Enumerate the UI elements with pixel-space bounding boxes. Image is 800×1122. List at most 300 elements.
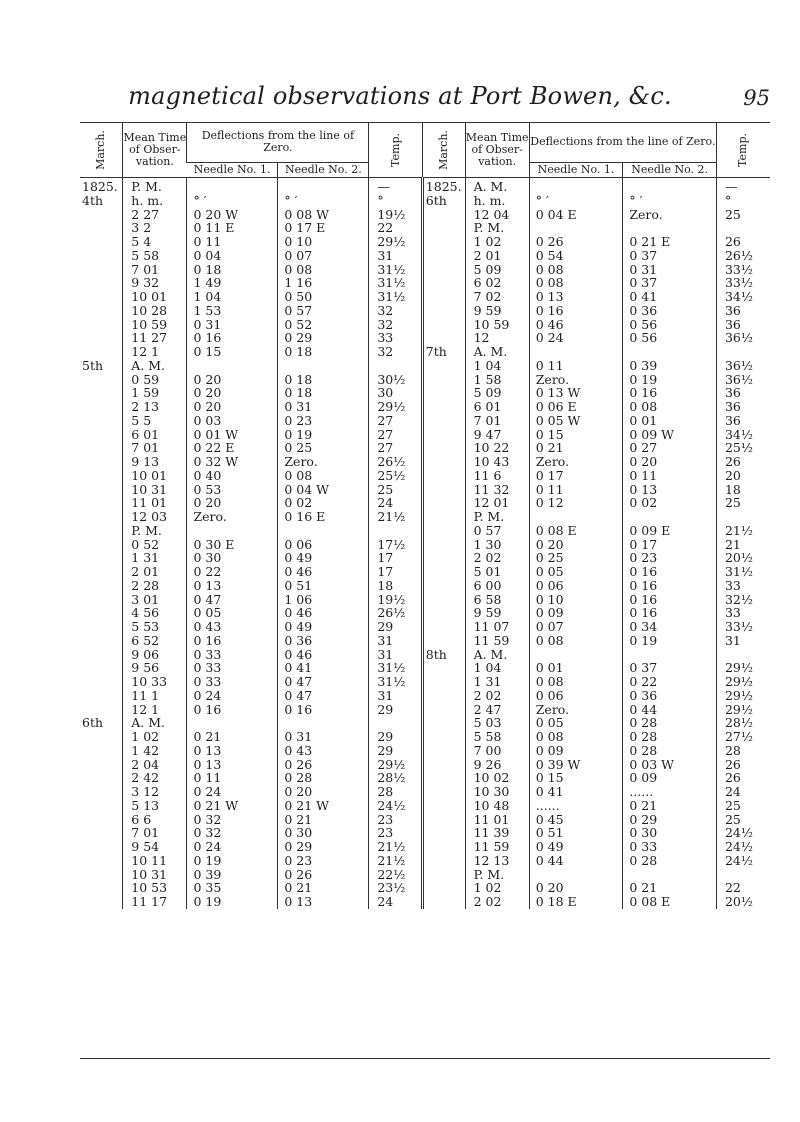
cell-needle1-right (529, 868, 623, 882)
cell-month-right: 1825. (422, 178, 465, 194)
cell-needle1-left: 1 49 (187, 276, 278, 290)
cell-time-right: 11 01 (465, 813, 529, 827)
cell-needle2-right: 0 16 (623, 579, 717, 593)
cell-temp-right: 33½ (716, 276, 770, 290)
cell-temp-left: 27 (369, 428, 422, 442)
cell-month-left (80, 620, 123, 634)
cell-needle2-right: 0 22 (623, 675, 717, 689)
cell-needle2-left: 1 16 (278, 276, 369, 290)
table-row (80, 455, 770, 469)
table-row (80, 881, 770, 895)
cell-needle1-right: 0 08 (529, 634, 623, 648)
cell-time-right: 2 02 (465, 689, 529, 703)
cell-month-right (422, 304, 465, 318)
cell-temp-left: 21½ (369, 510, 422, 524)
cell-month-right (422, 606, 465, 620)
cell-needle2-left: 0 31 (278, 730, 369, 744)
cell-temp-left: 17 (369, 565, 422, 579)
cell-temp-left: 29½ (369, 758, 422, 772)
cell-temp-right: 26 (716, 235, 770, 249)
cell-needle2-right: Zero. (623, 208, 717, 222)
cell-month-right (422, 221, 465, 235)
cell-month-right (422, 854, 465, 868)
cell-needle2-left: 0 13 (278, 895, 369, 909)
cell-month-right (422, 290, 465, 304)
cell-month-left (80, 235, 123, 249)
cell-month-left (80, 538, 123, 552)
cell-needle2-left: 0 17 E (278, 221, 369, 235)
cell-temp-left: 17 (369, 551, 422, 565)
cell-needle2-right: 0 28 (623, 854, 717, 868)
cell-needle2-right: 0 28 (623, 744, 717, 758)
cell-month-left (80, 661, 123, 675)
cell-needle1-right (529, 345, 623, 359)
cell-month-left (80, 771, 123, 785)
cell-temp-left: 25½ (369, 469, 422, 483)
cell-needle1-right: 0 13 W (529, 386, 623, 400)
cell-time-right: P. M. (465, 221, 529, 235)
table-bottom-rule (80, 1058, 770, 1059)
cell-time-left: 6 52 (123, 634, 187, 648)
cell-month-left (80, 606, 123, 620)
cell-needle2-right (623, 221, 717, 235)
cell-needle1-left: 0 32 (187, 813, 278, 827)
cell-temp-left: 17½ (369, 538, 422, 552)
table-row (80, 345, 770, 359)
month-header-left: March. (80, 122, 123, 178)
cell-temp-left: 18 (369, 579, 422, 593)
cell-needle1-right: 0 05 (529, 565, 623, 579)
cell-month-left (80, 428, 123, 442)
table-row (80, 178, 770, 194)
cell-temp-left: 19½ (369, 208, 422, 222)
cell-time-left: 10 33 (123, 675, 187, 689)
cell-needle2-right: 0 44 (623, 703, 717, 717)
cell-temp-left: — (369, 178, 422, 194)
cell-month-right (422, 744, 465, 758)
cell-time-left: 7 01 (123, 263, 187, 277)
cell-needle1-left: 0 32 (187, 826, 278, 840)
cell-time-left: 2 13 (123, 400, 187, 414)
cell-needle2-left: 0 18 (278, 373, 369, 387)
cell-time-right: 12 01 (465, 496, 529, 510)
cell-needle1-right: 0 39 W (529, 758, 623, 772)
cell-month-left (80, 565, 123, 579)
cell-temp-right: ° (716, 194, 770, 208)
cell-time-right: 10 48 (465, 799, 529, 813)
cell-needle2-right: 0 34 (623, 620, 717, 634)
cell-month-right (422, 730, 465, 744)
cell-time-left: 9 32 (123, 276, 187, 290)
cell-temp-right: 24½ (716, 840, 770, 854)
cell-needle2-right: 0 37 (623, 661, 717, 675)
table-row (80, 235, 770, 249)
cell-needle2-right: 0 36 (623, 304, 717, 318)
cell-temp-right: 26½ (716, 249, 770, 263)
table-row (80, 606, 770, 620)
cell-time-left: 7 01 (123, 826, 187, 840)
cell-temp-left: 31½ (369, 290, 422, 304)
cell-month-left (80, 840, 123, 854)
cell-temp-right (716, 648, 770, 662)
cell-temp-left: 29 (369, 744, 422, 758)
cell-needle1-left (187, 524, 278, 538)
cell-time-left: 10 31 (123, 868, 187, 882)
needle2-header-right: Needle No. 2. (623, 163, 717, 178)
cell-time-right: 2 47 (465, 703, 529, 717)
cell-needle1-left: 0 20 (187, 373, 278, 387)
cell-needle1-left: 0 20 W (187, 208, 278, 222)
cell-month-right (422, 235, 465, 249)
table-row (80, 290, 770, 304)
cell-time-right: 1 30 (465, 538, 529, 552)
cell-time-left: 3 12 (123, 785, 187, 799)
cell-needle1-left: Zero. (187, 510, 278, 524)
table-row (80, 428, 770, 442)
cell-temp-right: 25 (716, 208, 770, 222)
cell-temp-right: 36 (716, 304, 770, 318)
cell-temp-right: 25½ (716, 441, 770, 455)
cell-needle2-right (623, 345, 717, 359)
cell-needle2-right: 0 16 (623, 606, 717, 620)
cell-needle1-left: 0 24 (187, 840, 278, 854)
cell-temp-right: 28½ (716, 716, 770, 730)
cell-month-right (422, 689, 465, 703)
cell-needle2-right: ...... (623, 785, 717, 799)
cell-time-right: 2 02 (465, 895, 529, 909)
cell-needle1-left: 0 35 (187, 881, 278, 895)
cell-needle2-left: 0 07 (278, 249, 369, 263)
cell-needle2-left: 0 29 (278, 840, 369, 854)
cell-needle2-right: 0 01 (623, 414, 717, 428)
cell-time-left: 12 1 (123, 703, 187, 717)
cell-needle2-right: 0 19 (623, 634, 717, 648)
cell-time-left: 11 17 (123, 895, 187, 909)
table-row (80, 538, 770, 552)
cell-temp-right (716, 510, 770, 524)
cell-time-right: 5 58 (465, 730, 529, 744)
cell-needle2-left: 0 16 (278, 703, 369, 717)
table-row (80, 703, 770, 717)
needle1-header-right: Needle No. 1. (529, 163, 623, 178)
cell-needle2-right: 0 28 (623, 730, 717, 744)
cell-time-right: h. m. (465, 194, 529, 208)
cell-month-left (80, 730, 123, 744)
cell-time-right: 1 04 (465, 359, 529, 373)
cell-needle1-left: 0 11 (187, 771, 278, 785)
cell-needle1-left: 0 21 W (187, 799, 278, 813)
cell-month-right (422, 826, 465, 840)
cell-month-right (422, 538, 465, 552)
cell-temp-left: 26½ (369, 455, 422, 469)
cell-time-right: 1 58 (465, 373, 529, 387)
cell-month-right (422, 868, 465, 882)
cell-time-right: 9 47 (465, 428, 529, 442)
cell-time-left: 4 56 (123, 606, 187, 620)
cell-needle1-left: 0 22 E (187, 441, 278, 455)
cell-needle1-left: 0 03 (187, 414, 278, 428)
cell-needle2-right: 0 13 (623, 483, 717, 497)
cell-month-right (422, 895, 465, 909)
cell-month-right (422, 881, 465, 895)
cell-month-right (422, 813, 465, 827)
cell-needle1-right: 0 06 (529, 689, 623, 703)
cell-time-left: 0 59 (123, 373, 187, 387)
cell-temp-right: 24½ (716, 854, 770, 868)
cell-needle1-right: Zero. (529, 455, 623, 469)
cell-temp-right: 29½ (716, 689, 770, 703)
cell-needle2-right (623, 178, 717, 194)
cell-temp-right: 36½ (716, 359, 770, 373)
cell-month-right (422, 469, 465, 483)
cell-time-right: 10 02 (465, 771, 529, 785)
cell-month-right (422, 675, 465, 689)
cell-temp-left: 31½ (369, 263, 422, 277)
cell-month-left (80, 208, 123, 222)
cell-needle1-right: 0 20 (529, 881, 623, 895)
cell-month-left (80, 249, 123, 263)
cell-needle1-left: 0 33 (187, 661, 278, 675)
cell-needle2-right: 0 30 (623, 826, 717, 840)
cell-time-left: 10 01 (123, 469, 187, 483)
table-row (80, 826, 770, 840)
cell-needle2-right: 0 08 (623, 400, 717, 414)
cell-needle1-left: 0 20 (187, 496, 278, 510)
cell-time-left: 3 01 (123, 593, 187, 607)
cell-needle2-right: 0 56 (623, 331, 717, 345)
table-row (80, 730, 770, 744)
cell-temp-left (369, 716, 422, 730)
cell-needle1-left: 0 20 (187, 400, 278, 414)
cell-needle2-left: 0 26 (278, 758, 369, 772)
cell-time-left: 5 5 (123, 414, 187, 428)
cell-month-left (80, 496, 123, 510)
temp-header-right: Temp. (716, 122, 770, 178)
cell-temp-left: 27 (369, 414, 422, 428)
cell-time-right: 6 00 (465, 579, 529, 593)
table-row (80, 221, 770, 235)
cell-needle2-left (278, 716, 369, 730)
cell-time-right: 12 (465, 331, 529, 345)
cell-month-left (80, 895, 123, 909)
cell-time-right: 7 02 (465, 290, 529, 304)
cell-time-right: 7 00 (465, 744, 529, 758)
cell-month-left (80, 331, 123, 345)
cell-time-left: 6 01 (123, 428, 187, 442)
cell-needle2-left: 0 25 (278, 441, 369, 455)
cell-needle1-right: 0 54 (529, 249, 623, 263)
cell-temp-left: 27 (369, 441, 422, 455)
cell-month-right: 6th (422, 194, 465, 208)
cell-time-left: 10 53 (123, 881, 187, 895)
deflections-header-right: Deflections from the line of Zero. (529, 122, 716, 163)
cell-needle1-left: 1 53 (187, 304, 278, 318)
cell-needle2-right: 0 23 (623, 551, 717, 565)
cell-time-left: 5 13 (123, 799, 187, 813)
cell-needle2-right: 0 19 (623, 373, 717, 387)
cell-month-left (80, 524, 123, 538)
cell-needle2-left: 0 46 (278, 606, 369, 620)
cell-time-right: 9 59 (465, 304, 529, 318)
table-row (80, 785, 770, 799)
cell-temp-right: 36 (716, 386, 770, 400)
cell-needle2-left: 0 02 (278, 496, 369, 510)
mean-time-header-right: Mean Time of Obser-vation. (465, 122, 529, 178)
cell-time-left: 2 04 (123, 758, 187, 772)
table-row (80, 414, 770, 428)
cell-month-left (80, 483, 123, 497)
cell-needle2-right (623, 868, 717, 882)
cell-time-left: 9 13 (123, 455, 187, 469)
cell-needle2-left: 0 47 (278, 689, 369, 703)
cell-time-left: 10 11 (123, 854, 187, 868)
cell-time-left: 11 1 (123, 689, 187, 703)
cell-needle2-left: 0 26 (278, 868, 369, 882)
cell-temp-left: 24½ (369, 799, 422, 813)
cell-temp-right (716, 868, 770, 882)
cell-needle1-right: ...... (529, 799, 623, 813)
cell-time-right: A. M. (465, 178, 529, 194)
table-row (80, 386, 770, 400)
cell-time-left: A. M. (123, 716, 187, 730)
cell-time-right: 11 59 (465, 634, 529, 648)
cell-month-left (80, 703, 123, 717)
cell-month-left (80, 744, 123, 758)
cell-temp-right: 21½ (716, 524, 770, 538)
cell-month-left (80, 469, 123, 483)
cell-needle2-left: 0 08 (278, 263, 369, 277)
cell-needle1-right: 0 08 (529, 675, 623, 689)
cell-month-right (422, 510, 465, 524)
cell-time-right: 11 39 (465, 826, 529, 840)
cell-month-left (80, 579, 123, 593)
cell-temp-left: 31½ (369, 276, 422, 290)
cell-time-right: 0 57 (465, 524, 529, 538)
cell-needle1-left: 0 33 (187, 648, 278, 662)
cell-time-left: 1 31 (123, 551, 187, 565)
cell-time-left: 1 59 (123, 386, 187, 400)
cell-month-right (422, 276, 465, 290)
cell-month-left (80, 675, 123, 689)
observations-table (80, 122, 770, 909)
cell-needle2-right: ° ′ (623, 194, 717, 208)
cell-needle1-right (529, 178, 623, 194)
cell-time-right: 2 01 (465, 249, 529, 263)
cell-time-left: 10 01 (123, 290, 187, 304)
cell-time-right: 12 04 (465, 208, 529, 222)
cell-temp-right: 26 (716, 771, 770, 785)
cell-needle2-right: 0 09 E (623, 524, 717, 538)
cell-needle2-left: 0 19 (278, 428, 369, 442)
cell-time-left: 9 56 (123, 661, 187, 675)
table-row (80, 483, 770, 497)
table-row (80, 263, 770, 277)
cell-temp-left: 24 (369, 496, 422, 510)
cell-needle1-left: 0 13 (187, 744, 278, 758)
cell-needle1-right: 0 06 (529, 579, 623, 593)
cell-month-right (422, 716, 465, 730)
cell-needle2-left: 0 29 (278, 331, 369, 345)
cell-needle2-left: 0 46 (278, 648, 369, 662)
cell-month-left (80, 455, 123, 469)
cell-time-right: 10 59 (465, 318, 529, 332)
cell-needle1-left: 0 24 (187, 785, 278, 799)
cell-needle2-left: 0 23 (278, 414, 369, 428)
cell-month-left (80, 510, 123, 524)
cell-temp-left: 30 (369, 386, 422, 400)
table-row (80, 799, 770, 813)
cell-temp-left: 32 (369, 304, 422, 318)
cell-needle1-right: 0 16 (529, 304, 623, 318)
cell-needle1-right: ° ′ (529, 194, 623, 208)
table-row (80, 524, 770, 538)
cell-month-left (80, 593, 123, 607)
cell-needle1-left: 0 15 (187, 345, 278, 359)
table-row (80, 249, 770, 263)
table-row (80, 813, 770, 827)
cell-month-left (80, 634, 123, 648)
cell-needle1-left: 0 30 E (187, 538, 278, 552)
cell-month-right: 8th (422, 648, 465, 662)
cell-temp-right: 27½ (716, 730, 770, 744)
cell-time-left: 12 1 (123, 345, 187, 359)
cell-needle1-right: 0 05 W (529, 414, 623, 428)
cell-time-left: 5 4 (123, 235, 187, 249)
cell-temp-left: 31 (369, 689, 422, 703)
cell-needle1-right: 0 05 (529, 716, 623, 730)
cell-needle2-left: 0 28 (278, 771, 369, 785)
table-row (80, 661, 770, 675)
running-title: magnetical observations at Port Bowen, &c. (128, 82, 672, 110)
cell-temp-right: 29½ (716, 661, 770, 675)
table-row (80, 854, 770, 868)
cell-needle2-left (278, 178, 369, 194)
cell-needle2-left: 0 10 (278, 235, 369, 249)
cell-needle1-right: 0 08 (529, 276, 623, 290)
cell-needle1-left (187, 178, 278, 194)
cell-needle2-left: 0 18 (278, 345, 369, 359)
cell-time-left: 9 06 (123, 648, 187, 662)
cell-month-right (422, 208, 465, 222)
cell-needle1-right: 0 04 E (529, 208, 623, 222)
table-row (80, 744, 770, 758)
needle1-header-left: Needle No. 1. (187, 163, 278, 178)
cell-temp-right: 24 (716, 785, 770, 799)
cell-needle1-right: 0 09 (529, 744, 623, 758)
cell-needle2-right: 0 39 (623, 359, 717, 373)
cell-needle1-right (529, 221, 623, 235)
cell-month-right (422, 758, 465, 772)
cell-needle2-left: 0 50 (278, 290, 369, 304)
table-row (80, 771, 770, 785)
cell-needle1-left: 0 11 (187, 235, 278, 249)
cell-needle2-left: 0 23 (278, 854, 369, 868)
cell-temp-left: 33 (369, 331, 422, 345)
cell-month-left (80, 304, 123, 318)
cell-needle1-right: Zero. (529, 703, 623, 717)
cell-time-left: 0 52 (123, 538, 187, 552)
cell-needle1-left: 0 40 (187, 469, 278, 483)
cell-month-right (422, 634, 465, 648)
cell-needle2-right: 0 09 W (623, 428, 717, 442)
cell-needle2-left: 0 36 (278, 634, 369, 648)
cell-month-right (422, 565, 465, 579)
cell-month-right (422, 318, 465, 332)
table-row (80, 634, 770, 648)
mean-time-header-left: Mean Time of Obser-vation. (123, 122, 187, 178)
cell-month-left: 1825. (82, 179, 118, 194)
cell-month-right (422, 249, 465, 263)
